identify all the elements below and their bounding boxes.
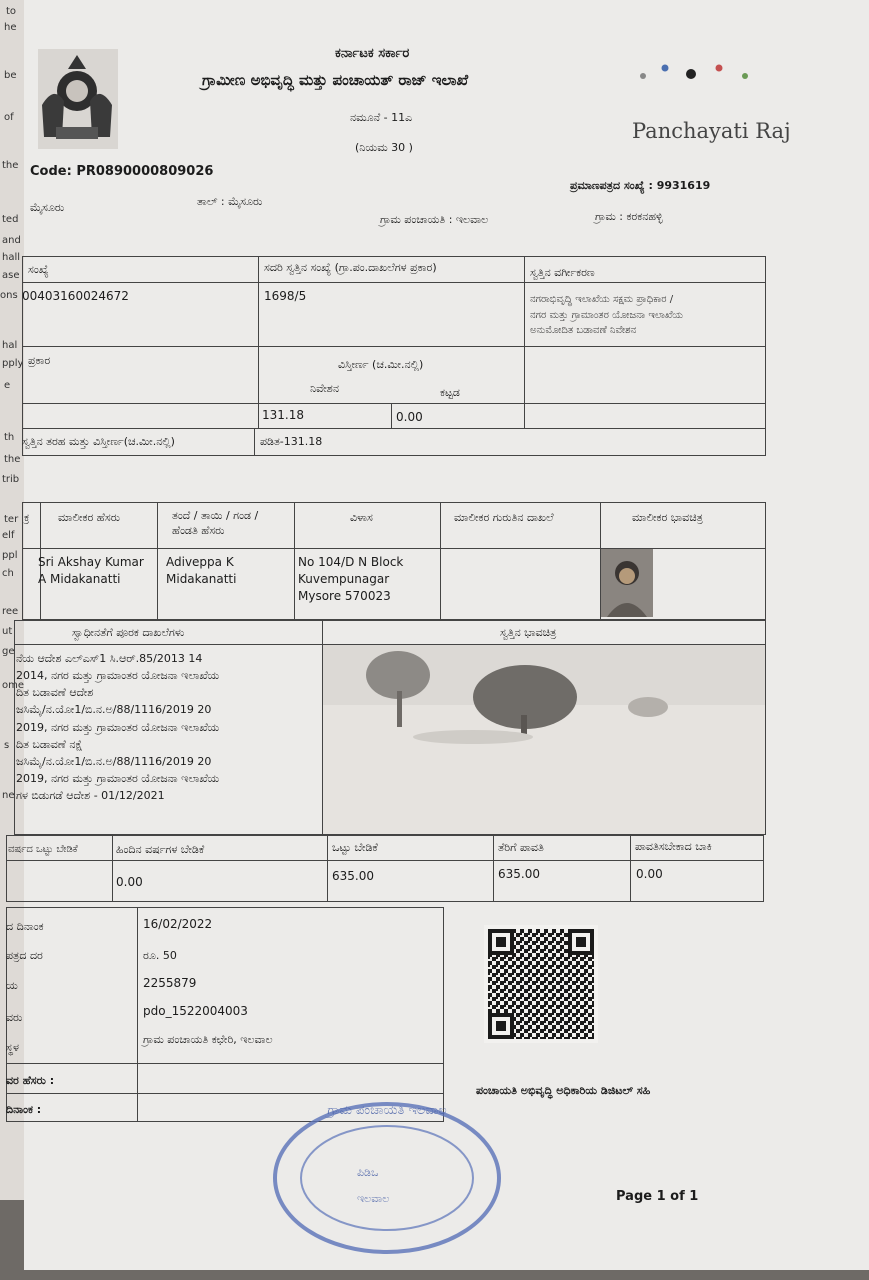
edge-text: th [4, 432, 15, 443]
owner-parent-name: Adiveppa K Midakanatti [166, 555, 237, 586]
edge-text: s [4, 740, 10, 751]
edge-text: ne [2, 790, 15, 801]
edge-text: ons [0, 290, 18, 301]
issuer-value: pdo_1522004003 [143, 1004, 248, 1018]
property-table [22, 256, 766, 456]
classification-value: ನಗರಾಭಿವೃದ್ಧಿ ಇಲಾಖೆಯ ಸಕ್ಷಮ ಪ್ರಾಧಿಕಾರ / ನಗರ ಮತ್ತು ಗ್ರಾಮಾಂತರ ಯೋಜನಾ ಇಲಾಖೆಯ ಅನುಮೋದಿತ ಬಡಾವಣೆ ನಿವೇಶನ [530, 294, 683, 336]
code-number: Code: PR0890000809026 [30, 164, 214, 179]
balance-header: ಪಾವತಿಸಬೇಕಾದ ಬಾಕಿ [635, 840, 712, 853]
edge-text: be [4, 70, 17, 81]
tax-paid-header: ತೆರಿಗೆ ಪಾವತಿ [498, 841, 544, 854]
edge-text: pply [2, 358, 24, 369]
property-id-value: 00403160024672 [22, 289, 129, 303]
edge-text: the [4, 454, 21, 465]
karnataka-emblem-icon [28, 45, 126, 153]
edge-text: e [4, 380, 11, 391]
owner-photo [601, 549, 653, 617]
place-value: ಗ್ರಾಮ ಪಂಚಾಯತಿ ಕಛೇರಿ, ಇಲವಾಲ [143, 1033, 273, 1046]
previous-demand-header: ಹಿಂದಿನ ವರ್ಷಗಳ ಬೇಡಿಕೆ [116, 843, 205, 856]
rule-number: (ನಿಯಮ 30 ) [355, 141, 413, 154]
edge-text: ut [2, 626, 13, 637]
seal-ring-text: ಗ್ರಾಮ ಪಂಚಾಯತಿ ಇಲವಾಲ [327, 1103, 447, 1118]
site-area-value: 131.18 [262, 408, 304, 422]
owner-name: Sri Akshay Kumar A Midakanatti [38, 555, 144, 586]
survey-number-label: ಸದರಿ ಸ್ವತ್ತಿನ ಸಂಖ್ಯೆ (ಗ್ರಾ.ಪಂ.ದಾಖಲೆಗಳ ಪ್ರಕಾರ) [264, 261, 437, 274]
building-area-value: 0.00 [396, 410, 423, 424]
edge-text: and [2, 235, 21, 246]
edge-text: ppl [2, 550, 18, 561]
panchayati-raj-logo-icon [633, 60, 763, 90]
issuer-label: ವರು [6, 1011, 23, 1024]
building-label: ಕಟ್ಟಡ [440, 386, 460, 399]
edge-text: ter [4, 514, 19, 525]
district-name: ಮೈಸೂರು [30, 201, 65, 214]
owner-serial-header: ಕ್ರ [24, 511, 30, 524]
classification-label: ಸ್ವತ್ತಿನ ವರ್ಗೀಕರಣ [530, 266, 595, 279]
total-demand-header: ಒಟ್ಟು ಬೇಡಿಕೆ [332, 841, 378, 854]
owner-photo-header: ಮಾಲೀಕರ ಭಾವಚಿತ್ರ [632, 511, 703, 524]
edge-text: of [4, 112, 14, 123]
qr-code-icon [484, 925, 598, 1043]
digital-signature-label: ಪಂಚಾಯತಿ ಅಭಿವೃದ್ಧಿ ಅಧಿಕಾರಿಯ ಡಿಜಿಟಲ್ ಸಹಿ [476, 1084, 651, 1097]
edge-text: the [2, 160, 19, 171]
recipient-name-label: ವರ ಹೆಸರು : [6, 1074, 55, 1087]
village-name: ಗ್ರಾಮ : ಕರಕನಹಳ್ಳಿ [595, 210, 663, 223]
certificate-number: ಪ್ರಮಾಣಪತ್ರದ ಸಂಖ್ಯೆ : 9931619 [570, 179, 711, 192]
received-date-label: ದಿನಾಂಕ : [6, 1103, 42, 1116]
survey-number-value: 1698/5 [264, 289, 307, 303]
year-demand-header: ವರ್ಷದ ಒಟ್ಟು ಬೇಡಿಕೆ [8, 844, 78, 855]
issue-date-value: 16/02/2022 [143, 917, 213, 931]
edge-text: hal [2, 340, 18, 351]
edge-text: ome [2, 680, 25, 691]
taluk-name: ತಾಲ್ : ಮೈಸೂರು [197, 195, 263, 208]
property-photo-label: ಸ್ವತ್ತಿನ ಭಾವಚಿತ್ರ [500, 626, 557, 639]
property-type-label: ಪ್ರಕಾರ [28, 354, 51, 367]
edge-text: to [6, 6, 17, 17]
edge-text: he [4, 22, 17, 33]
fee-label: ಪತ್ರದ ದರ [6, 949, 43, 962]
edge-text: ase [2, 270, 20, 281]
receipt-label: ಯ [6, 979, 18, 992]
department-title: ಗ್ರಾಮೀಣ ಅಭಿವೃದ್ಧಿ ಮತ್ತು ಪಂಚಾಯತ್ ರಾಜ್ ಇಲಾಖೆ [202, 71, 469, 89]
form-number: ನಮೂನೆ - 11ಎ [350, 111, 413, 124]
issue-date-label: ದ ದಿನಾಂಕ [6, 920, 44, 933]
govt-title: ಕರ್ನಾಟಕ ಸರ್ಕಾರ [335, 46, 410, 61]
documents-list: ನೆಯ ಆದೇಶ ಎಲ್‌ಎಸ್‌1 ಸಿ.ಆರ್.85/2013 14 2014, ನಗರ ಮತ್ತು ಗ್ರಾಮಾಂತರ ಯೋಜನಾ ಇಲಾಖೆಯ ದಿತ ಬಡಾವಣೆ ಆದೇಶ ಜಸಿಮೈ/ನ.ಯೋ1/ಬಿ.ನ.ಅ/88/1116/2019 20 2019, ನಗರ ಮತ್ತು ಗ್ರಾಮಾಂತರ ಯೋಜನಾ ಇಲಾಖೆಯ ದಿತ ಬಡಾವಣೆ ನಕ್ಷೆ ಜಸಿಮೈ/ನ.ಯೋ1/ಬಿ.ನ.ಅ/88/1116/2019 20 2019, ನಗರ ಮತ್ತು ಗ್ರಾಮಾಂತರ ಯೋಜನಾ ಇಲಾಖೆಯ ಗಳ ಬಿಡುಗಡೆ ಆದೇಶ - 01/12/2021 [16, 652, 220, 803]
panchayati-raj-brand: Panchayati Raj [632, 119, 791, 143]
seal-line-1: ಪಿಡಿಒ [357, 1166, 379, 1179]
receipt-value: 2255879 [143, 976, 197, 990]
edge-text: elf [2, 530, 15, 541]
page-number: Page 1 of 1 [616, 1189, 699, 1204]
edge-text: trib [2, 474, 20, 485]
edge-text: ge [2, 646, 15, 657]
owner-address: No 104/D N Block Kuvempunagar Mysore 570023 [298, 555, 404, 603]
owner-parent-header: ತಂದೆ / ತಾಯಿ / ಗಂಡ / ಹೆಂಡತಿ ಹೆಸರು [172, 509, 259, 538]
owner-id-header: ಮಾಲೀಕರ ಗುರುತಿನ ದಾಖಲೆ [454, 511, 554, 524]
property-summary-label: ಸ್ವತ್ತಿನ ತರಹ ಮತ್ತು ವಿಸ್ತೀರ್ಣ(ಚ.ಮೀ.ನಲ್ಲಿ) [22, 435, 175, 448]
balance-value: 0.00 [636, 867, 663, 881]
owner-name-header: ಮಾಲೀಕರ ಹೆಸರು [58, 511, 121, 524]
area-label: ವಿಸ್ತೀರ್ಣ (ಚ.ಮೀ.ನಲ್ಲಿ) [338, 358, 424, 371]
seal-line-2: ಇಲವಾಲ [357, 1192, 390, 1205]
place-label: ಸ್ಥಳ [6, 1041, 19, 1054]
site-label: ನಿವೇಶನ [310, 382, 339, 395]
tax-paid-value: 635.00 [498, 867, 540, 881]
property-photo [323, 645, 765, 834]
fee-value: ರೂ. 50 [143, 949, 177, 962]
edge-text: ch [2, 568, 14, 579]
previous-demand-value: 0.00 [116, 875, 143, 889]
total-demand-value: 635.00 [332, 869, 374, 883]
gram-panchayat-name: ಗ್ರಾಮ ಪಂಚಾಯತಿ : ಇಲವಾಲ [380, 213, 489, 226]
documents-label: ಸ್ವಾಧೀನತೆಗೆ ಪೂರಕ ದಾಖಲೆಗಳು [72, 626, 185, 639]
panchayat-seal-icon [262, 1090, 512, 1260]
owner-address-header: ವಿಳಾಸ [350, 511, 373, 524]
property-summary-value: ಪಡಿತ-131.18 [260, 435, 323, 448]
edge-text: ree [2, 606, 19, 617]
property-id-label: ಸಂಖ್ಯೆ [28, 263, 49, 276]
edge-text: hall [2, 252, 21, 263]
edge-text: ted [2, 214, 19, 225]
